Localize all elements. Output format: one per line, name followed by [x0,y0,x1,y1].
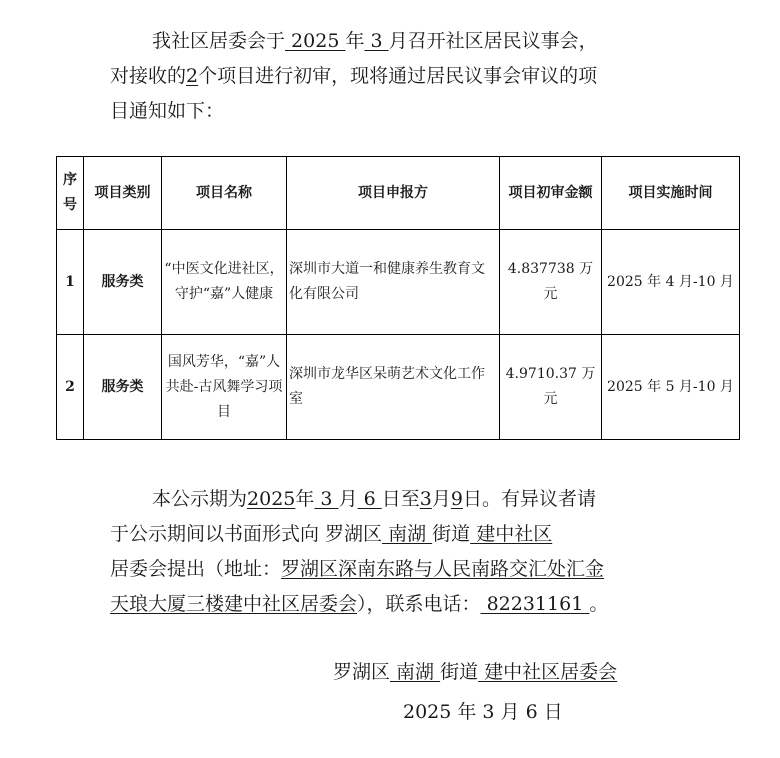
row-seq: 2 [57,335,84,440]
address-part-2: 天琅大厦三楼建中社区居委会 [110,593,358,615]
col-header-seq: 序号 [57,157,84,230]
table-row [57,335,740,440]
notice-line-3: 居委会提出（地址：罗湖区深南东路与人民南路交汇处汇金 [110,558,605,580]
period-end-day: 9 [450,488,463,510]
row-name: “中医文化进社区，守护“嘉”人健康 [162,230,287,335]
row-period: 2025 年 4 月-10 月 [602,230,740,335]
signature-community: 建中社区居委会 [478,661,618,683]
period-start-day: 6 [357,488,382,510]
project-table [56,156,740,440]
col-header-category: 项目类别 [84,157,162,230]
period-start-month: 3 [314,488,339,510]
meeting-year: 2025 [285,30,346,52]
row-category: 服务类 [84,335,162,440]
col-header-period: 项目实施时间 [602,157,740,230]
row-name: 国风芳华，“嘉”人共赴-古风舞学习项目 [162,335,287,440]
notice-line-4: 天琅大厦三楼建中社区居委会），联系电话： 82231161 。 [110,593,609,615]
row-amount: 4.837738 万元 [500,230,602,335]
address-part-1: 罗湖区深南东路与人民南路交汇处汇金 [281,558,605,580]
col-header-amount: 项目初审金额 [500,157,602,230]
notice-line-2: 于公示期间以书面形式向 罗湖区 南湖 街道 建中社区 [110,523,553,545]
row-applicant: 深圳市龙华区呆萌艺术文化工作室 [287,335,500,440]
intro-line-2: 对接收的2个项目进行初审，现将通过居民议事会审议的项 [110,65,598,87]
table-row [57,230,740,335]
notice-line-1: 本公示期为2025年 3 月 6 日至3月9日。有异议者请 [152,488,596,510]
row-period: 2025 年 5 月-10 月 [602,335,740,440]
signature-street: 南湖 [390,661,441,683]
meeting-month: 3 [364,30,389,52]
community-name: 建中社区 [470,523,553,545]
row-amount: 4.9710.37 万元 [500,335,602,440]
intro-line-1: 我社区居委会于 2025 年 3 月召开社区居民议事会， [152,30,598,52]
row-category: 服务类 [84,230,162,335]
row-seq: 1 [57,230,84,335]
col-header-applicant: 项目申报方 [287,157,500,230]
row-applicant: 深圳市大道一和健康养生教育文化有限公司 [287,230,500,335]
table-header-row [57,157,740,230]
signature-line: 罗湖区 南湖 街道 建中社区居委会 [333,661,618,683]
project-count: 2 [186,65,199,87]
street-name: 南湖 [382,523,433,545]
period-end-month: 3 [419,488,432,510]
signature-date: 2025 年 3 月 6 日 [403,701,563,723]
period-start-year: 2025 [247,488,296,510]
col-header-name: 项目名称 [162,157,287,230]
contact-phone: 82231161 [480,593,590,615]
intro-line-3: 目通知如下： [110,100,225,122]
